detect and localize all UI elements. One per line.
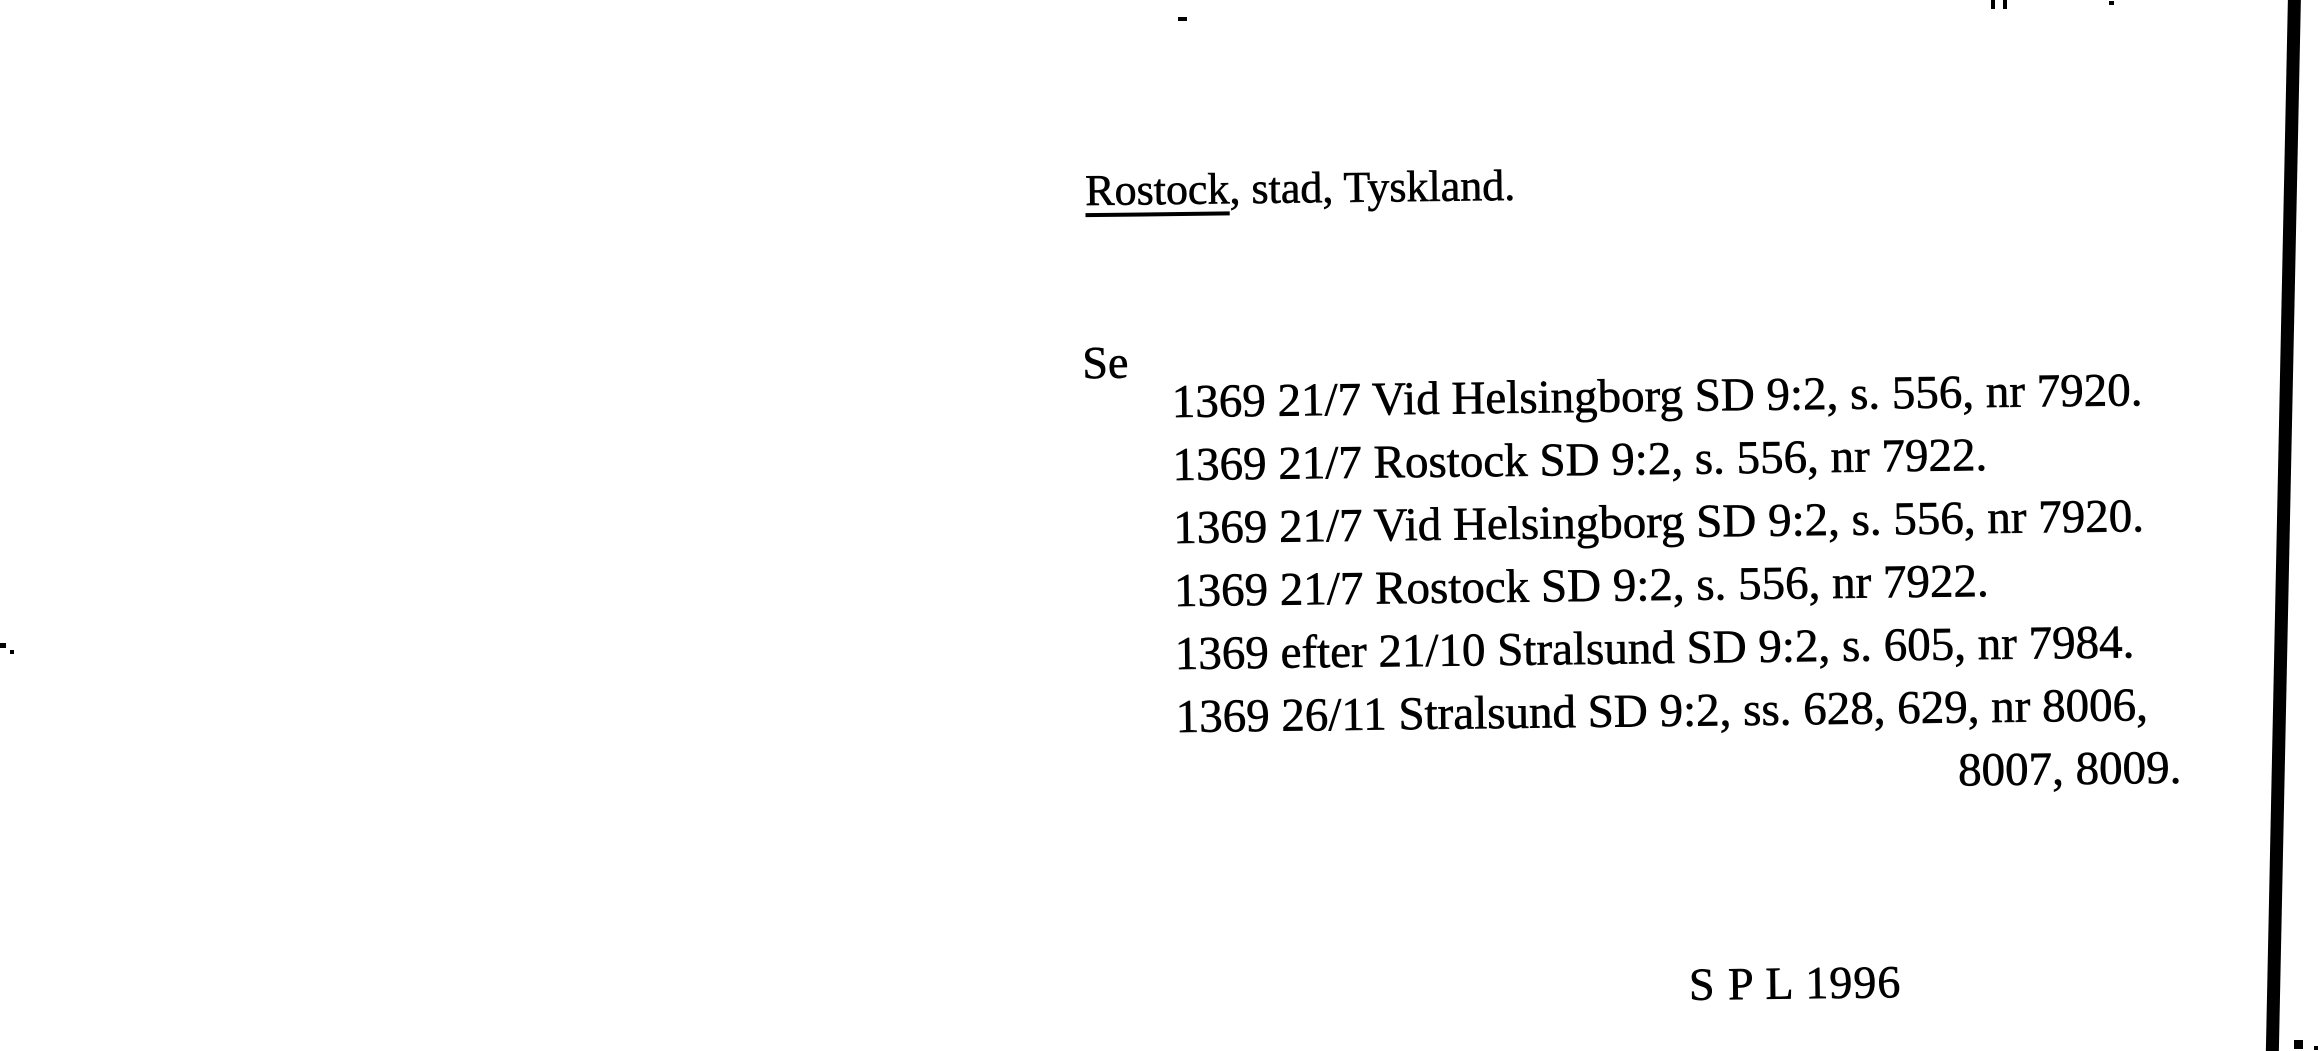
reference-line: 1369 21/7 Vid Helsingborg SD 9:2, s. 556, nr 7920. [1171,364,2143,429]
scan-speckle [0,643,6,648]
scan-speckle [2003,0,2007,9]
scan-speckle [10,650,14,654]
scan-speckle [2314,1046,2318,1050]
scan-speckle [1178,17,1187,21]
scan-speckle [1991,0,1995,9]
reference-line: 1369 21/7 Rostock SD 9:2, s. 556, nr 7922. [1173,555,1990,618]
headword-suffix: , stad, Tyskland. [1229,160,1516,214]
scan-speckle [2294,1040,2303,1049]
reference-line: 1369 21/7 Rostock SD 9:2, s. 556, nr 7922. [1172,429,1988,492]
headword-underlined: Rostock [1084,164,1230,216]
reference-list [1171,359,2181,812]
card-title [1085,158,1516,219]
reference-continuation-line: 8007, 8009. [1957,741,2182,797]
see-label: Se [1081,336,1129,389]
reference-line: 1369 26/11 Stralsund SD 9:2, ss. 628, 629, nr 8006, [1175,679,2149,744]
scan-speckle [2109,1,2114,5]
footer-signature: S P L 1996 [1688,956,1902,1010]
reference-line: 1369 efter 21/10 Stralsund SD 9:2, s. 605, nr 7984. [1174,616,2135,681]
reference-line: 1369 21/7 Vid Helsingborg SD 9:2, s. 556, nr 7920. [1173,490,2145,555]
